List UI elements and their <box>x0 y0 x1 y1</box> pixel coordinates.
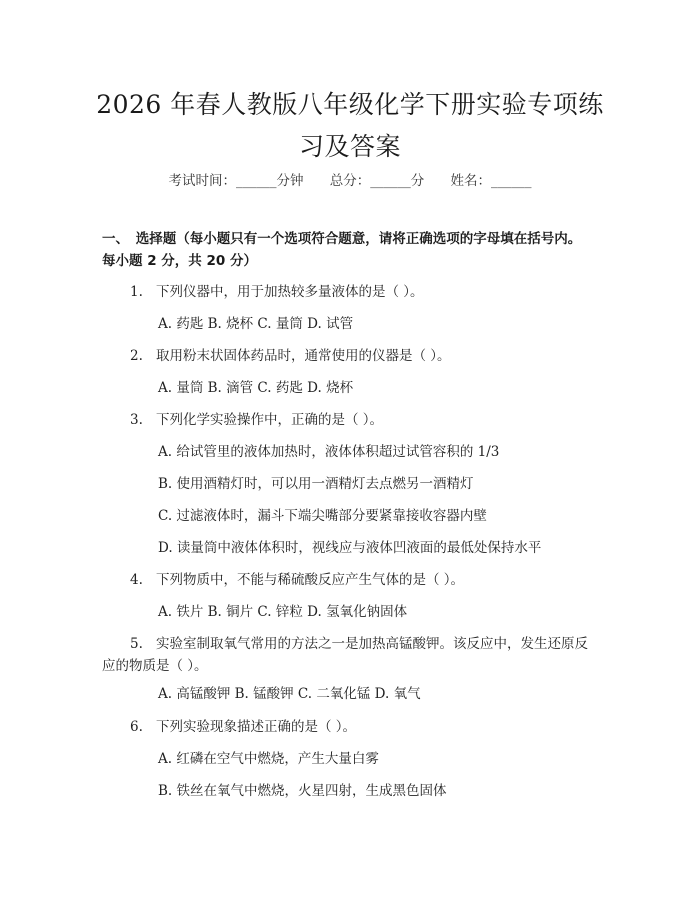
question-1-options: A. 药匙 B. 烧杯 C. 量筒 D. 试管 <box>158 316 354 332</box>
question-5 <box>130 633 610 655</box>
question-text: 下列实验现象描述正确的是（ ）。 <box>156 719 357 735</box>
total-score-field: 总分：______分 <box>329 173 425 189</box>
question-2-options: A. 量筒 B. 滴管 C. 药匙 D. 烧杯 <box>158 380 354 396</box>
question-3-option-d: D. 读量筒中液体体积时，视线应与液体凹液面的最低处保持水平 <box>158 540 542 556</box>
question-3-option-c: C. 过滤液体时，漏斗下端尖嘴部分要紧靠接收容器内壁 <box>158 508 487 524</box>
question-text: 下列化学实验操作中，正确的是（ ）。 <box>156 412 384 428</box>
title-line-2: 习及答案 <box>298 132 401 161</box>
question-4 <box>130 569 464 591</box>
question-5-options: A. 高锰酸钾 B. 锰酸钾 C. 二氧化锰 D. 氧气 <box>158 686 421 702</box>
section-heading <box>102 228 602 272</box>
question-text: 下列仪器中，用于加热较多量液体的是（ ）。 <box>156 284 424 300</box>
question-text: 下列物质中，不能与稀硫酸反应产生气体的是（ ）。 <box>156 572 465 588</box>
section-heading-line-1: 一、 选择题（每小题只有一个选项符合题意，请将正确选项的字母填在括号内。 <box>102 231 582 247</box>
question-6-option-b: B. 铁丝在氧气中燃烧，火星四射，生成黑色固体 <box>158 783 447 799</box>
question-number: 5. <box>130 636 143 652</box>
question-text-line-1: 实验室制取氧气常用的方法之一是加热高锰酸钾。该反应中，发生还原反 <box>156 636 588 652</box>
question-2 <box>130 345 451 367</box>
question-text: 取用粉末状固体药品时，通常使用的仪器是（ ）。 <box>156 348 451 364</box>
question-6-option-a: A. 红磷在空气中燃烧，产生大量白雾 <box>158 751 379 767</box>
student-name-field: 姓名：______ <box>450 173 532 189</box>
question-number: 4. <box>130 572 143 588</box>
exam-time-field: 考试时间：______分钟 <box>168 173 304 189</box>
question-1 <box>130 281 424 303</box>
question-3-option-a: A. 给试管里的液体加热时，液体体积超过试管容积的 1/3 <box>158 444 500 460</box>
question-number: 1. <box>130 284 143 300</box>
question-number: 3. <box>130 412 143 428</box>
question-6 <box>130 716 356 738</box>
question-3 <box>130 409 383 431</box>
question-number: 6. <box>130 719 143 735</box>
section-heading-line-2: 每小题 2 分，共 20 分） <box>102 253 257 269</box>
title-line-1: 2026 年春人教版八年级化学下册实验专项练 <box>96 90 604 119</box>
exam-meta <box>0 169 700 189</box>
question-3-option-b: B. 使用酒精灯时，可以用一酒精灯去点燃另一酒精灯 <box>158 476 474 492</box>
question-number: 2. <box>130 348 143 364</box>
question-5-continued: 应的物质是（ ）。 <box>102 658 208 674</box>
page-title <box>90 84 610 168</box>
question-4-options: A. 铁片 B. 铜片 C. 锌粒 D. 氢氧化钠固体 <box>158 604 408 620</box>
